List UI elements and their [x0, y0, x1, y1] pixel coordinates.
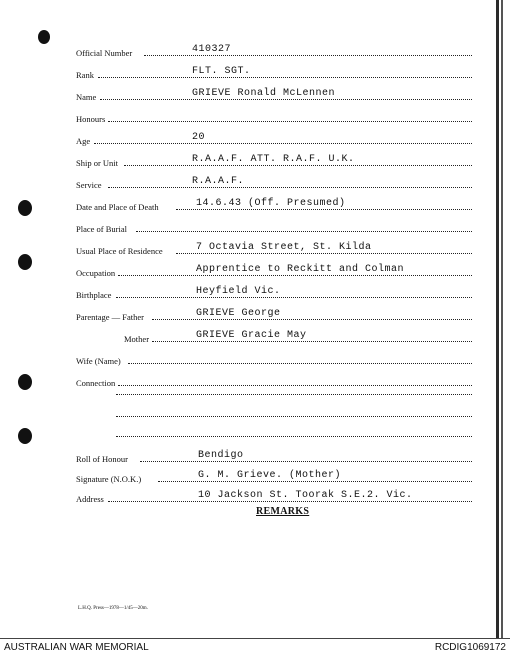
- field-value: R.A.A.F. ATT. R.A.F. U.K.: [192, 154, 355, 165]
- footer-institution: AUSTRALIAN WAR MEMORIAL: [4, 642, 149, 653]
- punch-hole-mark: [18, 428, 32, 444]
- page-edge-shadow-outer: [501, 0, 503, 640]
- field-value: 14.6.43 (Off. Presumed): [196, 198, 346, 209]
- dotted-line: [176, 253, 472, 254]
- field-value: FLT. SGT.: [192, 66, 251, 77]
- field-row-mother: [0, 328, 500, 344]
- field-row-ship-or-unit: [0, 152, 500, 168]
- field-label: Address: [76, 494, 104, 504]
- field-row-connection: [0, 372, 500, 388]
- field-row-official-number: [0, 42, 500, 58]
- field-row-name: [0, 86, 500, 102]
- field-label: Date and Place of Death: [76, 202, 159, 212]
- dotted-line: [152, 319, 472, 320]
- field-value: GRIEVE Gracie May: [196, 330, 307, 341]
- field-label: Service: [76, 180, 102, 190]
- field-label: Birthplace: [76, 290, 112, 300]
- field-label: Place of Burial: [76, 224, 127, 234]
- dotted-line: [176, 209, 472, 210]
- field-value: GRIEVE Ronald McLennen: [192, 88, 336, 99]
- field-row-wife: [0, 350, 500, 366]
- field-label: Rank: [76, 70, 94, 80]
- field-value: 410327: [192, 44, 232, 55]
- field-label: Age: [76, 136, 91, 146]
- field-value: Heyfield Vic.: [196, 286, 281, 297]
- dotted-line: [116, 416, 472, 417]
- dotted-line: [136, 231, 472, 232]
- field-label: Usual Place of Residence: [76, 246, 163, 256]
- dotted-line: [100, 99, 472, 100]
- field-label: Occupation: [76, 268, 116, 278]
- field-row-birthplace: [0, 284, 500, 300]
- remarks-heading: REMARKS: [256, 506, 310, 517]
- dotted-line: [158, 481, 472, 482]
- field-row-service: [0, 174, 500, 190]
- field-label: Roll of Honour: [76, 454, 128, 464]
- field-label: Signature (N.O.K.): [76, 474, 142, 484]
- field-label: Ship or Unit: [76, 158, 119, 168]
- field-value: R.A.A.F.: [192, 176, 245, 187]
- field-value: Bendigo: [198, 450, 244, 461]
- printer-imprint: L.H.Q. Press—1978—1/45—20m.: [78, 606, 148, 611]
- dotted-line: [152, 341, 472, 342]
- field-row-rank: [0, 64, 500, 80]
- dotted-line: [118, 385, 472, 386]
- field-value: Apprentice to Reckitt and Colman: [196, 264, 405, 275]
- dotted-line: [94, 143, 472, 144]
- dotted-line: [108, 501, 472, 502]
- dotted-line: [144, 55, 472, 56]
- dotted-line: [116, 394, 472, 395]
- field-row-occupation: [0, 262, 500, 278]
- field-label: Parentage — Father: [76, 312, 144, 322]
- dotted-line: [118, 275, 472, 276]
- field-value: GRIEVE George: [196, 308, 281, 319]
- dotted-line: [128, 363, 472, 364]
- field-row-usual-residence: [0, 240, 500, 256]
- field-row-honours: [0, 108, 500, 124]
- dotted-line: [140, 461, 472, 462]
- field-row-place-of-burial: [0, 218, 500, 234]
- field-label: Connection: [76, 378, 116, 388]
- field-row-father: [0, 306, 500, 322]
- field-label: Official Number: [76, 48, 133, 58]
- dotted-line: [98, 77, 472, 78]
- field-row-signature: [0, 468, 500, 484]
- dotted-line: [116, 436, 472, 437]
- field-value: 20: [192, 132, 206, 143]
- field-row-date-place-of-death: [0, 196, 500, 212]
- field-value: G. M. Grieve. (Mother): [198, 470, 342, 481]
- footer-record-id: RCDIG1069172: [434, 642, 506, 653]
- field-value: 7 Octavia Street, St. Kilda: [196, 242, 372, 253]
- field-label: Wife (Name): [76, 356, 121, 366]
- field-row-roll-of-honour: [0, 448, 500, 464]
- dotted-line: [108, 121, 472, 122]
- dotted-line: [116, 297, 472, 298]
- field-value: 10 Jackson St. Toorak S.E.2. Vic.: [198, 490, 413, 501]
- field-label: Mother: [124, 334, 150, 344]
- dotted-line: [108, 187, 472, 188]
- dotted-line: [124, 165, 472, 166]
- field-label: Honours: [76, 114, 106, 124]
- field-label: Name: [76, 92, 97, 102]
- archive-footer: [0, 638, 510, 655]
- field-row-age: [0, 130, 500, 146]
- field-row-address: [0, 488, 500, 504]
